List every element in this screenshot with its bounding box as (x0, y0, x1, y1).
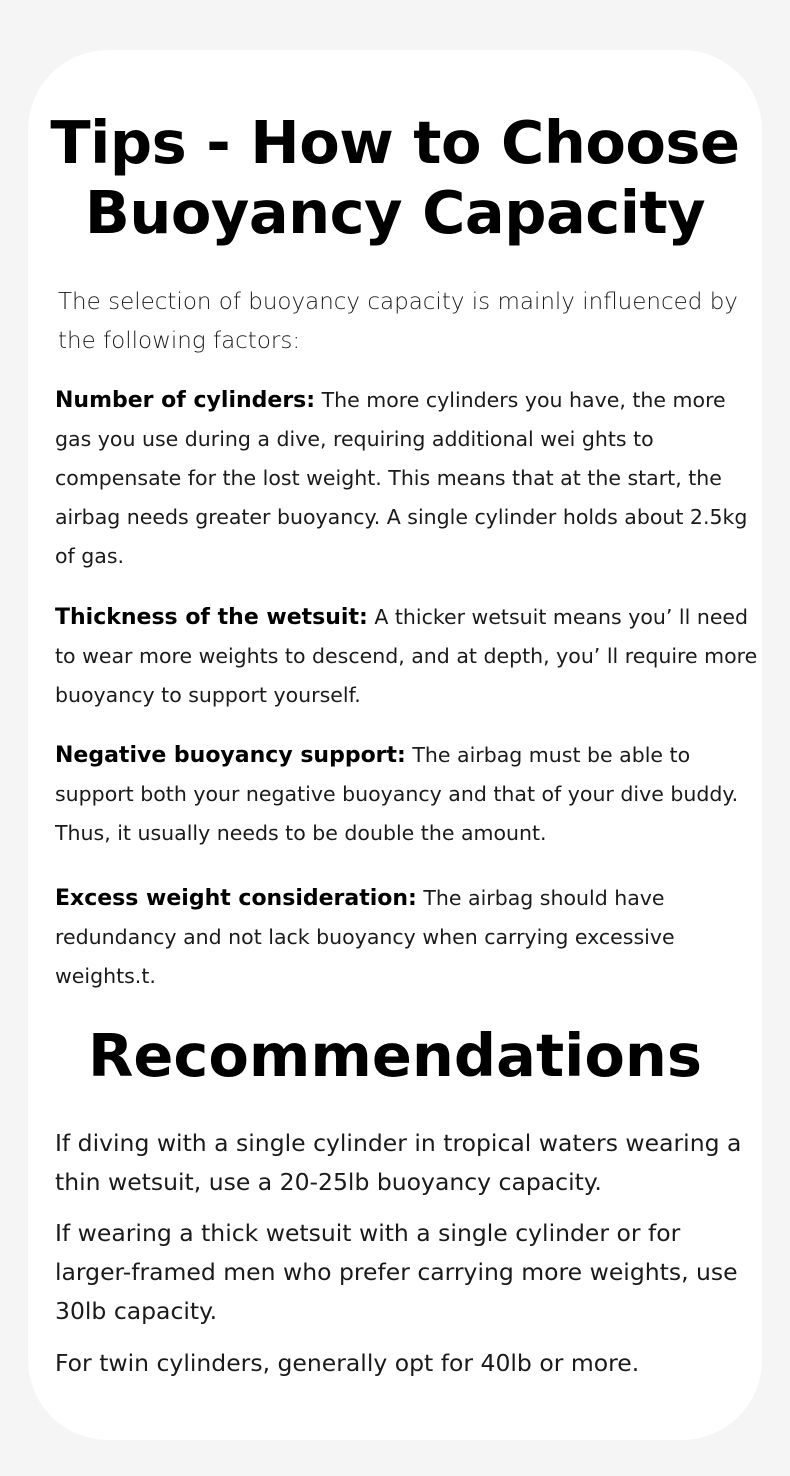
factor-text: The airbag should have redundancy and not lack buoyancy when carrying excessive weights.t. (55, 886, 675, 988)
factor-label: Number of cylinders: (55, 388, 316, 413)
factor-text: The airbag must be able to support both your negative buoyancy and that of your dive buddy. Thus, it usually needs to be double the amount. (55, 743, 739, 845)
factor-excess-weight (55, 879, 765, 996)
recommendation-item: For twin cylinders, generally opt for 40lb or more. (55, 1349, 640, 1377)
factor-text: The more cylinders you have, the more gas you use during a dive, requiring additional wei ghts to compensate for the lost weight. This means that at the start, the airbag needs greater buoyancy. A single cylinder holds about 2.5kg of gas. (55, 388, 748, 568)
recommendations-heading: Recommendations (87, 1021, 703, 1090)
factor-wetsuit-thickness (55, 598, 765, 715)
recommendation-item: If diving with a single cylinder in tropical waters wearing a thin wetsuit, use a 20-25lb buoyancy capacity. (55, 1129, 742, 1196)
factor-number-of-cylinders (55, 381, 765, 576)
page-title: Tips - How to Choose Buoyancy Capacity (50, 108, 740, 247)
factor-label: Thickness of the wetsuit: (55, 605, 368, 630)
factor-text: A thicker wetsuit means you’ ll need to wear more weights to descend, and at depth, you’ ll require more buoyancy to support yourself. (55, 605, 758, 707)
factor-label: Excess weight consideration: (55, 886, 417, 911)
factor-negative-buoyancy (55, 736, 765, 853)
recommendation-item: If wearing a thick wetsuit with a single cylinder or for larger-framed men who prefer carrying more weights, use 30lb capacity. (55, 1219, 738, 1325)
factor-label: Negative buoyancy support: (55, 743, 406, 768)
intro-text: The selection of buoyancy capacity is mainly influenced by the following factors: (58, 289, 738, 354)
